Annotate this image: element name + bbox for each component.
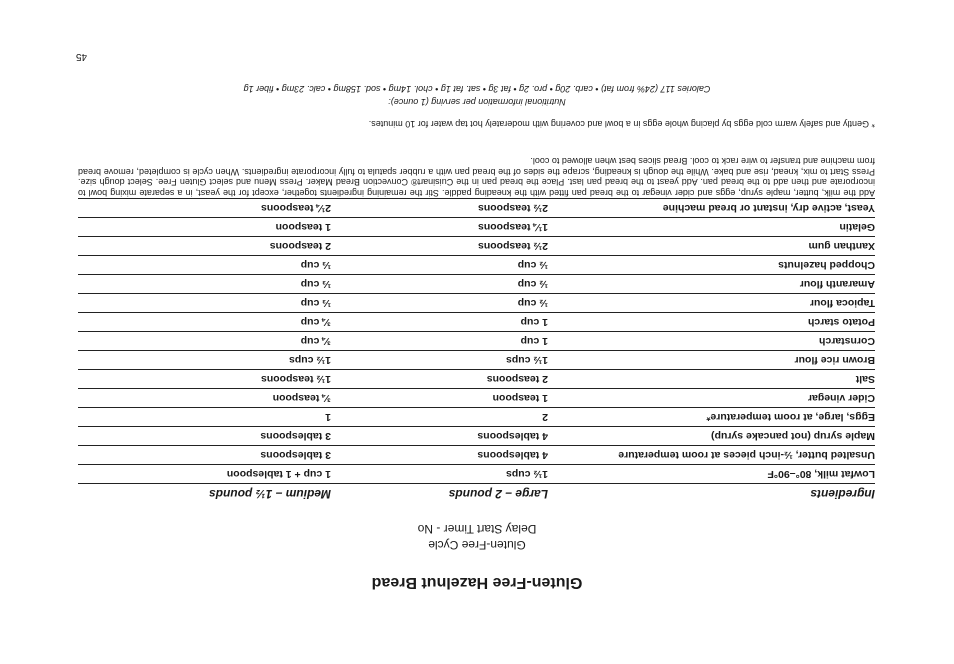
table-row [78,237,875,256]
large-quantity: 2½ teaspoons [331,199,548,218]
medium-quantity: ⅓ cup [78,294,331,313]
table-row [78,408,875,427]
table-row [78,427,875,446]
large-quantity: 1¼ teaspoons [331,218,548,237]
ingredient-name: Yeast, active dry, instant or bread machine [548,199,875,218]
table-row [78,446,875,465]
medium-quantity: ⅓ cup [78,275,331,294]
table-row [78,294,875,313]
cycle-label: Gluten-Free Cycle [428,538,526,552]
page-number: 45 [75,51,87,62]
medium-quantity: ¾ cup [78,332,331,351]
ingredients-table [78,198,875,502]
ingredient-name: Salt [548,370,875,389]
table-row [78,313,875,332]
column-header-ingredients: Ingredients [548,484,875,503]
medium-quantity: 3 tablespoons [78,427,331,446]
ingredient-name: Maple syrup (not pancake syrup) [548,427,875,446]
large-quantity: 2½ teaspoons [331,237,548,256]
large-quantity: 1½ cups [331,465,548,484]
ingredient-name: Lowfat milk, 80°–90°F [548,465,875,484]
large-quantity: 2 teaspoons [331,370,548,389]
large-quantity: 1½ cups [331,351,548,370]
table-row [78,218,875,237]
table-row [78,256,875,275]
ingredient-name: Eggs, large, at room temperature* [548,408,875,427]
ingredient-name: Tapioca flour [548,294,875,313]
medium-quantity: 3 tablespoons [78,446,331,465]
ingredient-name: Xanthan gum [548,237,875,256]
ingredient-name: Cider vinegar [548,389,875,408]
instructions-paragraph: Add the milk, butter, maple syrup, eggs and cider vinegar to the bread pan fitted with the kneading paddle. Stir the remaining ingredients together, except for the yeast, in a separate mixing bowl to incorporate and then add to the bread pan. Add yeast to the bread pan last. Place the bread pan in the Cuisinart® Convection Bread Maker. Press Menu and select Gluten Free. Select dough size. Press Start to mix, knead, rise and bake. While the dough is kneading, scrape the sides of the bread pan with a rubber spatula to fully incorporate ingredients. When cycle is completed, remove bread from machine and transfer to wire rack to cool. Bread slices best when allowed to cool. [78,156,875,198]
large-quantity: ½ cup [331,275,548,294]
medium-quantity: ¾ teaspoon [78,389,331,408]
ingredient-name: Brown rice flour [548,351,875,370]
large-quantity: 1 teaspoon [331,389,548,408]
table-row [78,199,875,218]
ingredient-name: Gelatin [548,218,875,237]
table-row [78,351,875,370]
large-quantity: 1 cup [331,313,548,332]
large-quantity: 4 tablespoons [331,446,548,465]
ingredient-name: Cornstarch [548,332,875,351]
ingredient-name: Unsalted butter, ½-inch pieces at room temperature [548,446,875,465]
ingredient-name: Chopped hazelnuts [548,256,875,275]
large-quantity: ½ cup [331,256,548,275]
medium-quantity: 1 teaspoon [78,218,331,237]
table-row [78,370,875,389]
egg-footnote: * Gently and safely warm cold eggs by placing whole eggs in a bowl and covering with moderately hot tap water for 10 minutes. [368,119,875,129]
large-quantity: 4 tablespoons [331,427,548,446]
medium-quantity: ¾ cup [78,313,331,332]
medium-quantity: 2 teaspoons [78,237,331,256]
large-quantity: ½ cup [331,294,548,313]
column-header-medium: Medium – 1½ pounds [78,484,331,503]
medium-quantity: 2¼ teaspoons [78,199,331,218]
recipe-title: Gluten-Free Hazelnut Bread [371,574,583,591]
ingredient-name: Amaranth flour [548,275,875,294]
delay-timer-label: Delay Start Timer - No [417,522,537,536]
column-header-large: Large – 2 pounds [331,484,548,503]
large-quantity: 1 cup [331,332,548,351]
large-quantity: 2 [331,408,548,427]
table-row [78,332,875,351]
medium-quantity: 1 [78,408,331,427]
table-row [78,465,875,484]
medium-quantity: 1½ cups [78,351,331,370]
table-row [78,275,875,294]
nutrition-info: Calories 117 (24% from fat) • carb. 20g • pro. 2g • fat 3g • sat. fat 1g • chol. 14mg • sod. 158mg • calc. 23mg • fiber 1g [243,84,711,94]
medium-quantity: 1 cup + 1 tablespoon [78,465,331,484]
medium-quantity: 1½ teaspoons [78,370,331,389]
table-row [78,389,875,408]
table-header-row [78,484,875,503]
ingredient-name: Potato starch [548,313,875,332]
nutrition-heading: Nutritional information per serving (1 ounce): [388,97,566,107]
medium-quantity: ⅓ cup [78,256,331,275]
